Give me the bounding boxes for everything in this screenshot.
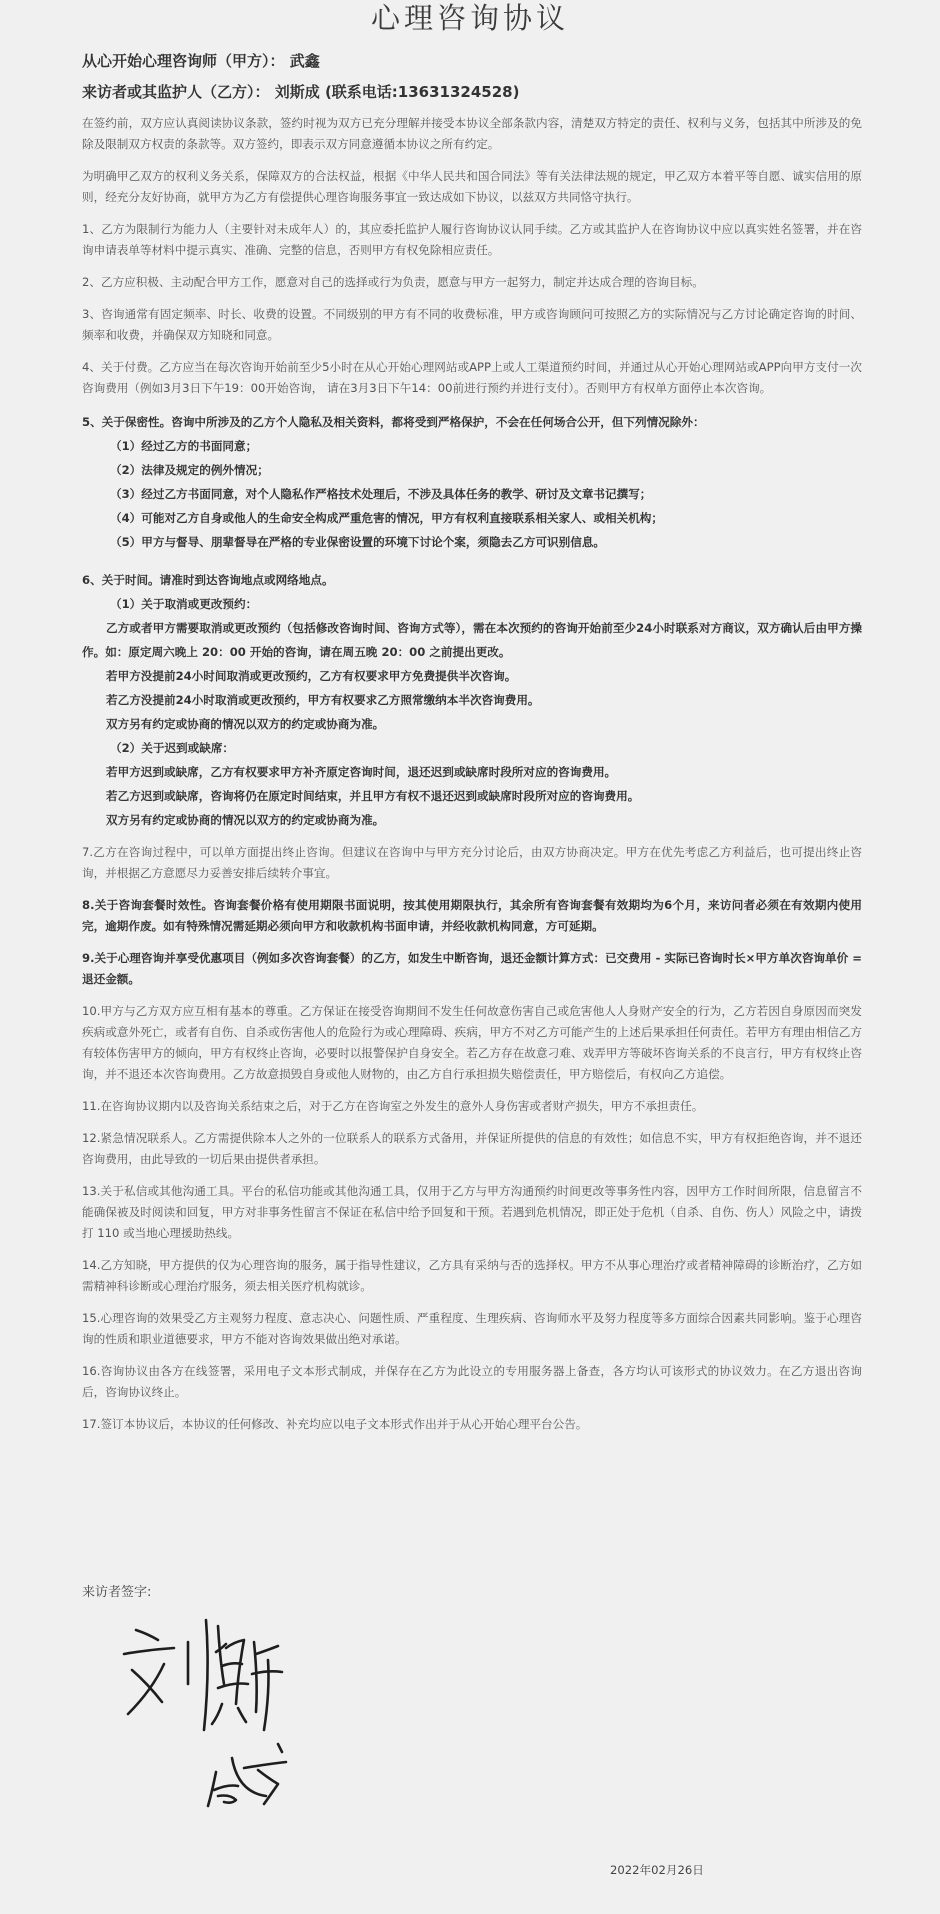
clause-3: 3、咨询通常有固定频率、时长、收费的设置。不同级别的甲方有不同的收费标准，甲方或咨询顾问可按照乙方的实际情况与乙方讨论确定咨询的时间、频率和收费，并确保双方知晓和同意。: [82, 307, 862, 342]
page-title: 心理咨询协议: [370, 1, 569, 35]
intro-paragraph: 为明确甲乙双方的权利义务关系，保障双方的合法权益，根据《中华人民共和国合同法》等有关法律法规的规定，甲乙双方本着平等自愿、诚实信用的原则，经充分友好协商，就甲方为乙方有偿提供心理咨询服务事宜一致达成如下协议，以兹双方共同恪守执行。: [82, 169, 862, 204]
party-b-line: 来访者或其监护人（乙方）： 刘斯成 (联系电话:13631324528): [82, 83, 520, 101]
clause-5-heading: 5、关于保密性。咨询中所涉及的乙方个人隐私及相关资料，都将受到严格保护，不会在任何场合公开，但下列情况除外：: [82, 415, 705, 429]
clause-9: 9.关于心理咨询并享受优惠项目（例如多次咨询套餐）的乙方，如发生中断咨询，退还金额计算方式：已交费用 - 实际已咨询时长×甲方单次咨询单价 = 退还金额。: [82, 951, 862, 986]
clause-13: 13.关于私信或其他沟通工具。平台的私信功能或其他沟通工具，仅用于乙方与甲方沟通预约时间更改等事务性内容，因甲方工作时间所限，信息留言不能确保被及时阅读和回复，甲方对非事务性留言不保证在私信中给予回复和干预。若遇到危机情况，即正处于危机（自杀、自伤、伤人）风险之中，请拨打 110 或当地心理援助热线。: [82, 1184, 862, 1240]
clause-6-sub-heading: （1）关于取消或更改预约：: [110, 597, 258, 611]
party-a-line: 从心开始心理咨询师（甲方）： 武鑫: [82, 52, 320, 70]
clause-5-item: （4）可能对乙方自身或他人的生命安全构成严重危害的情况，甲方有权利直接联系相关家人、或相关机构；: [110, 511, 663, 525]
clause-16: 16.咨询协议由各方在线签署，采用电子文本形式制成，并保存在乙方为此设立的专用服务器上备查，各方均认可该形式的协议效力。在乙方退出咨询后，咨询协议终止。: [82, 1364, 862, 1399]
clause-6-heading: 6、关于时间。请准时到达咨询地点或网络地点。: [82, 573, 334, 587]
clause-12: 12.紧急情况联系人。乙方需提供除本人之外的一位联系人的联系方式备用，并保证所提供的信息的有效性；如信息不实，甲方有权拒绝咨询，并不退还咨询费用，由此导致的一切后果由提供者承担。: [82, 1131, 862, 1166]
clause-6-line: 若乙方没提前24小时取消或更改预约，甲方有权要求乙方照常缴纳本半次咨询费用。: [106, 693, 540, 707]
clause-5-item: （5）甲方与督导、朋辈督导在严格的专业保密设置的环境下讨论个案，须隐去乙方可识别信息。: [110, 535, 606, 549]
clause-5-item: （3）经过乙方书面同意，对个人隐私作严格技术处理后，不涉及具体任务的教学、研讨及文章书记撰写；: [110, 487, 652, 501]
clause-6-line: 若乙方迟到或缺席，咨询将仍在原定时间结束，并且甲方有权不退还迟到或缺席时段所对应的咨询费用。: [106, 789, 640, 803]
clause-8: 8.关于咨询套餐时效性。咨询套餐价格有使用期限书面说明，按其使用期限执行，其余所有咨询套餐有效期均为6个月，来访问者必须在有效期内使用完，逾期作废。如有特殊情况需延期必须向甲方和收款机构书面申请，并经收款机构同意，方可延期。: [82, 898, 862, 933]
clause-6-line: 双方另有约定或协商的情况以双方的约定或协商为准。: [106, 813, 385, 827]
clause-6-sub-heading: （2）关于迟到或缺席：: [110, 741, 235, 755]
signature-date: 2022年02月26日: [610, 1863, 704, 1877]
clause-6: [82, 568, 862, 832]
clause-6-line: 双方另有约定或协商的情况以双方的约定或协商为准。: [106, 717, 385, 731]
clause-6-paragraph: 乙方或者甲方需要取消或更改预约（包括修改咨询时间、咨询方式等），需在本次预约的咨询开始前至少24小时联系对方商议，双方确认后由甲方操作。如：原定周六晚上 20：00 开始的咨询，请在周五晚 20：00 之前提出更改。: [82, 621, 862, 659]
clause-11: 11.在咨询协议期内以及咨询关系结束之后，对于乙方在咨询室之外发生的意外人身伤害或者财产损失，甲方不承担责任。: [82, 1099, 704, 1113]
clause-14: 14.乙方知晓，甲方提供的仅为心理咨询的服务，属于指导性建议，乙方具有采纳与否的选择权。甲方不从事心理治疗或者精神障碍的诊断治疗，乙方如需精神科诊断或心理治疗服务，须去相关医疗机构就诊。: [82, 1258, 862, 1293]
clause-17: 17.签订本协议后，本协议的任何修改、补充均应以电子文本形式作出并于从心开始心理平台公告。: [82, 1417, 588, 1431]
agreement-body: [82, 50, 862, 1446]
clause-1: 1、乙方为限制行为能力人（主要针对未成年人）的，其应委托监护人履行咨询协议认同手续。乙方或其监护人在咨询协议中应以真实姓名签署，并在咨询申请表单等材料中提示真实、准确、完整的信息，否则甲方有权免除相应责任。: [82, 222, 862, 257]
clause-15: 15.心理咨询的效果受乙方主观努力程度、意志决心、问题性质、严重程度、生理疾病、咨询师水平及努力程度等多方面综合因素共同影响。鉴于心理咨询的性质和职业道德要求，甲方不能对咨询效果做出绝对承诺。: [82, 1311, 862, 1346]
clause-2: 2、乙方应积极、主动配合甲方工作，愿意对自己的选择或行为负责，愿意与甲方一起努力，制定并达成合理的咨询目标。: [82, 275, 704, 289]
clause-7: 7.乙方在咨询过程中，可以单方面提出终止咨询。但建议在咨询中与甲方充分讨论后，由双方协商决定。甲方在优先考虑乙方利益后，也可提出终止咨询，并根据乙方意愿尽力妥善安排后续转介事宜。: [82, 845, 862, 880]
clause-10: 10.甲方与乙方双方应互相有基本的尊重。乙方保证在接受咨询期间不发生任何故意伤害自己或危害他人人身财产安全的行为，乙方若因自身原因而突发疾病或意外死亡，或者有自伤、自杀或伤害他人的危险行为或心理障碍、疾病，甲方不对乙方可能产生的上述后果承担任何责任。若甲方有理由相信乙方有较体伤害甲方的倾向，甲方有权终止咨询，必要时以报警保护自身安全。若乙方存在故意刁难、戏弄甲方等破坏咨询关系的不良言行，甲方有权终止咨询，并不退还本次咨询费用。乙方故意损毁自身或他人财物的，由乙方自行承担损失赔偿责任，甲方赔偿后，有权向乙方追偿。: [82, 1004, 862, 1081]
clause-5-item: （1）经过乙方的书面同意；: [110, 439, 258, 453]
clause-6-line: 若甲方没提前24小时间取消或更改预约，乙方有权要求甲方免费提供半次咨询。: [106, 669, 517, 683]
handwritten-signature: [118, 1612, 348, 1812]
clause-6-line: 若甲方迟到或缺席，乙方有权要求甲方补齐原定咨询时间，退还迟到或缺席时段所对应的咨询费用。: [106, 765, 617, 779]
signature-label: 来访者签字:: [82, 1585, 152, 1600]
clause-5: [82, 410, 862, 554]
clause-4: 4、关于付费。乙方应当在每次咨询开始前至少5小时在从心开始心理网站或APP上或人工渠道预约时间，并通过从心开始心理网站或APP向甲方支付一次咨询费用（例如3月3日下午19：00开始咨询， 请在3月3日下午14：00前进行预约并进行支付）。否则甲方有权单方面停止本次咨询。: [82, 360, 862, 395]
intro-paragraph: 在签约前，双方应认真阅读协议条款，签约时视为双方已充分理解并接受本协议全部条款内容，清楚双方特定的责任、权利与义务，包括其中所涉及的免除及限制双方权责的条款等。双方签约，即表示双方同意遵循本协议之所有约定。: [82, 116, 862, 151]
clause-5-item: （2）法律及规定的例外情况；: [110, 463, 269, 477]
